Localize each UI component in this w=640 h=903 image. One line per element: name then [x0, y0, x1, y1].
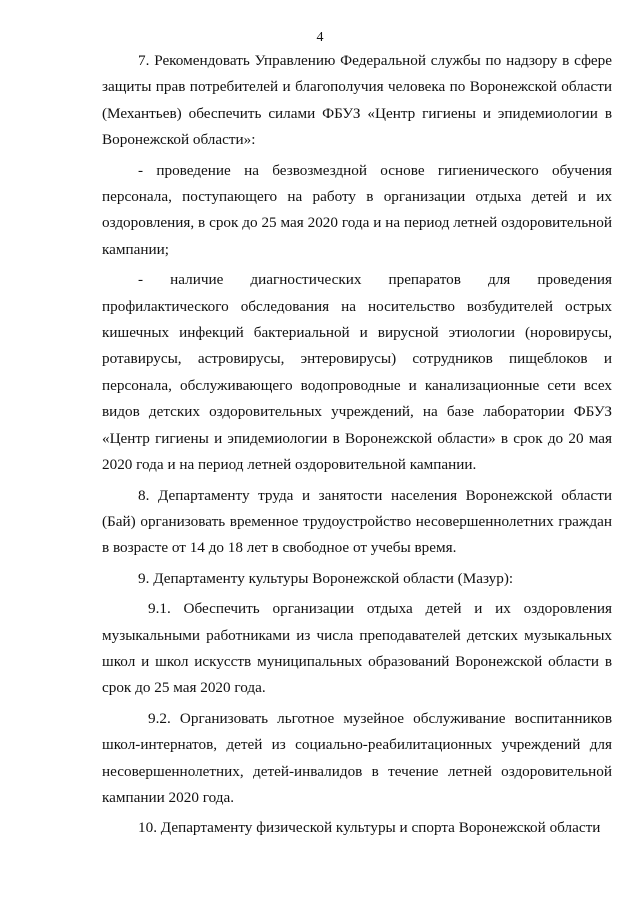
document-body	[102, 48, 612, 842]
paragraph-7: 7. Рекомендовать Управлению Федеральной службы по надзору в сфере защиты прав потребителей и благополучия человека по Воронежской области (Механтьев) обеспечить силами ФБУЗ «Центр гигиены и эпидемиологии в Воронежской области»:	[102, 52, 612, 149]
paragraph-9-1: 9.1. Обеспечить организации отдыха детей и их оздоровления музыкальными работниками из числа преподавателей детских музыкальных школ и школ искусств муниципальных образований Воронежской области в срок до 25 мая 2020 года.	[102, 600, 612, 697]
paragraph-9: 9. Департаменту культуры Воронежской области (Мазур):	[138, 569, 514, 587]
paragraph-9-2: 9.2. Организовать льготное музейное обслуживание воспитанников школ-интернатов, детей из социально-реабилитационных учреждений для несовершеннолетних, детей-инвалидов в течение летней оздоровительной кампании 2020 года.	[102, 709, 612, 806]
paragraph-10: 10. Департаменту физической культуры и спорта Воронежской области	[138, 819, 601, 837]
paragraph-8: 8. Департаменту труда и занятости населения Воронежской области (Бай) организовать временное трудоустройство несовершеннолетних граждан в возрасте от 14 до 18 лет в свободное от учебы время.	[102, 486, 612, 557]
paragraph-7-bullet-diagnostic-preparations: - наличие диагностических препаратов для проведения профилактического обследования на носительство возбудителей острых кишечных инфекций бактериальной и вирусной этиологии (норовирусы, ротавирусы, астровирусы, энтеровирусы) сотрудников пищеблоков и персонала, обслуживающего водопроводные и канализационные сети всех видов детских оздоровительных учреждений, на базе лаборатории ФБУЗ «Центр гигиены и эпидемиологии в Воронежской области» в срок до 20 мая 2020 года и на период летней оздоровительной кампании.	[102, 271, 612, 474]
page-number: 4	[316, 30, 324, 45]
paragraph-7-bullet-hygiene-training: - проведение на безвозмездной основе гигиенического обучения персонала, поступающего на работу в организации отдыха детей и их оздоровления, в срок до 25 мая 2020 года и на период летней оздоровительной кампании;	[102, 161, 612, 258]
